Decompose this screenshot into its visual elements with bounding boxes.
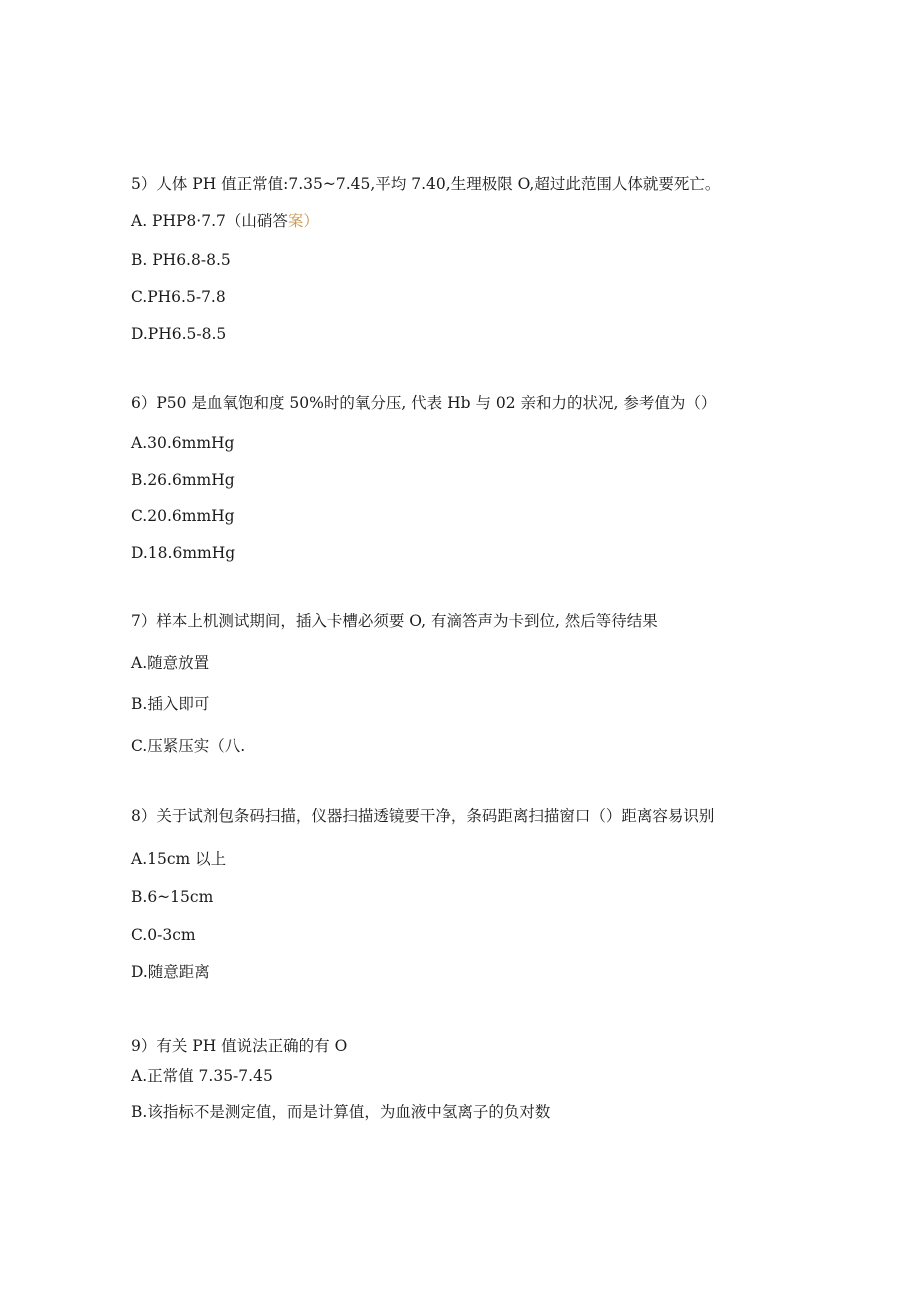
question-5-option-b: B. PH6.8-8.5: [131, 251, 231, 269]
question-6-stem: 6）P50 是血氧饱和度 50%时的氧分压, 代表 Hb 与 02 亲和力的状况, 参考值为（）: [131, 394, 717, 412]
question-7-stem: 7）样本上机测试期间，插入卡槽必须要 O, 有滴答声为卡到位, 然后等待结果: [131, 612, 658, 630]
question-8-stem: 8）关于试剂包条码扫描，仪器扫描透镜要干净，条码距离扫描窗口（）距离容易识别: [131, 807, 715, 825]
question-5-option-d: D.PH6.5-8.5: [131, 325, 227, 343]
question-5-option-c: C.PH6.5-7.8: [131, 288, 226, 306]
question-9-stem: 9）有关 PH 值说法正确的有 O: [131, 1037, 348, 1055]
question-6-option-c: C.20.6mmHg: [131, 507, 235, 525]
question-9-option-b: B.该指标不是测定值，而是计算值，为血液中氢离子的负对数: [131, 1103, 551, 1121]
question-8-option-c: C.0-3cm: [131, 926, 196, 944]
question-7-option-a: A.随意放置: [131, 654, 210, 672]
question-5-option-a: [131, 211, 319, 231]
question-5-stem: 5）人体 PH 值正常值:7.35~7.45,平均 7.40,生理极限 O,超过此范围人体就要死亡。: [131, 175, 721, 193]
question-8-option-d: D.随意距离: [131, 963, 210, 981]
option-highlight-text: 案）: [287, 212, 319, 230]
question-7-option-b: B.插入即可: [131, 695, 210, 713]
option-text: A. PHP8·7.7（山硝答: [131, 212, 288, 230]
question-6-option-b: B.26.6mmHg: [131, 471, 235, 489]
question-7-option-c: C.压紧压实（八.: [131, 737, 246, 755]
question-8-option-b: B.6~15cm: [131, 888, 214, 906]
question-6-option-d: D.18.6mmHg: [131, 544, 236, 562]
question-8-option-a: A.15cm 以上: [131, 850, 227, 868]
question-9-option-a: A.正常值 7.35-7.45: [131, 1067, 273, 1085]
question-6-option-a: A.30.6mmHg: [131, 434, 235, 452]
